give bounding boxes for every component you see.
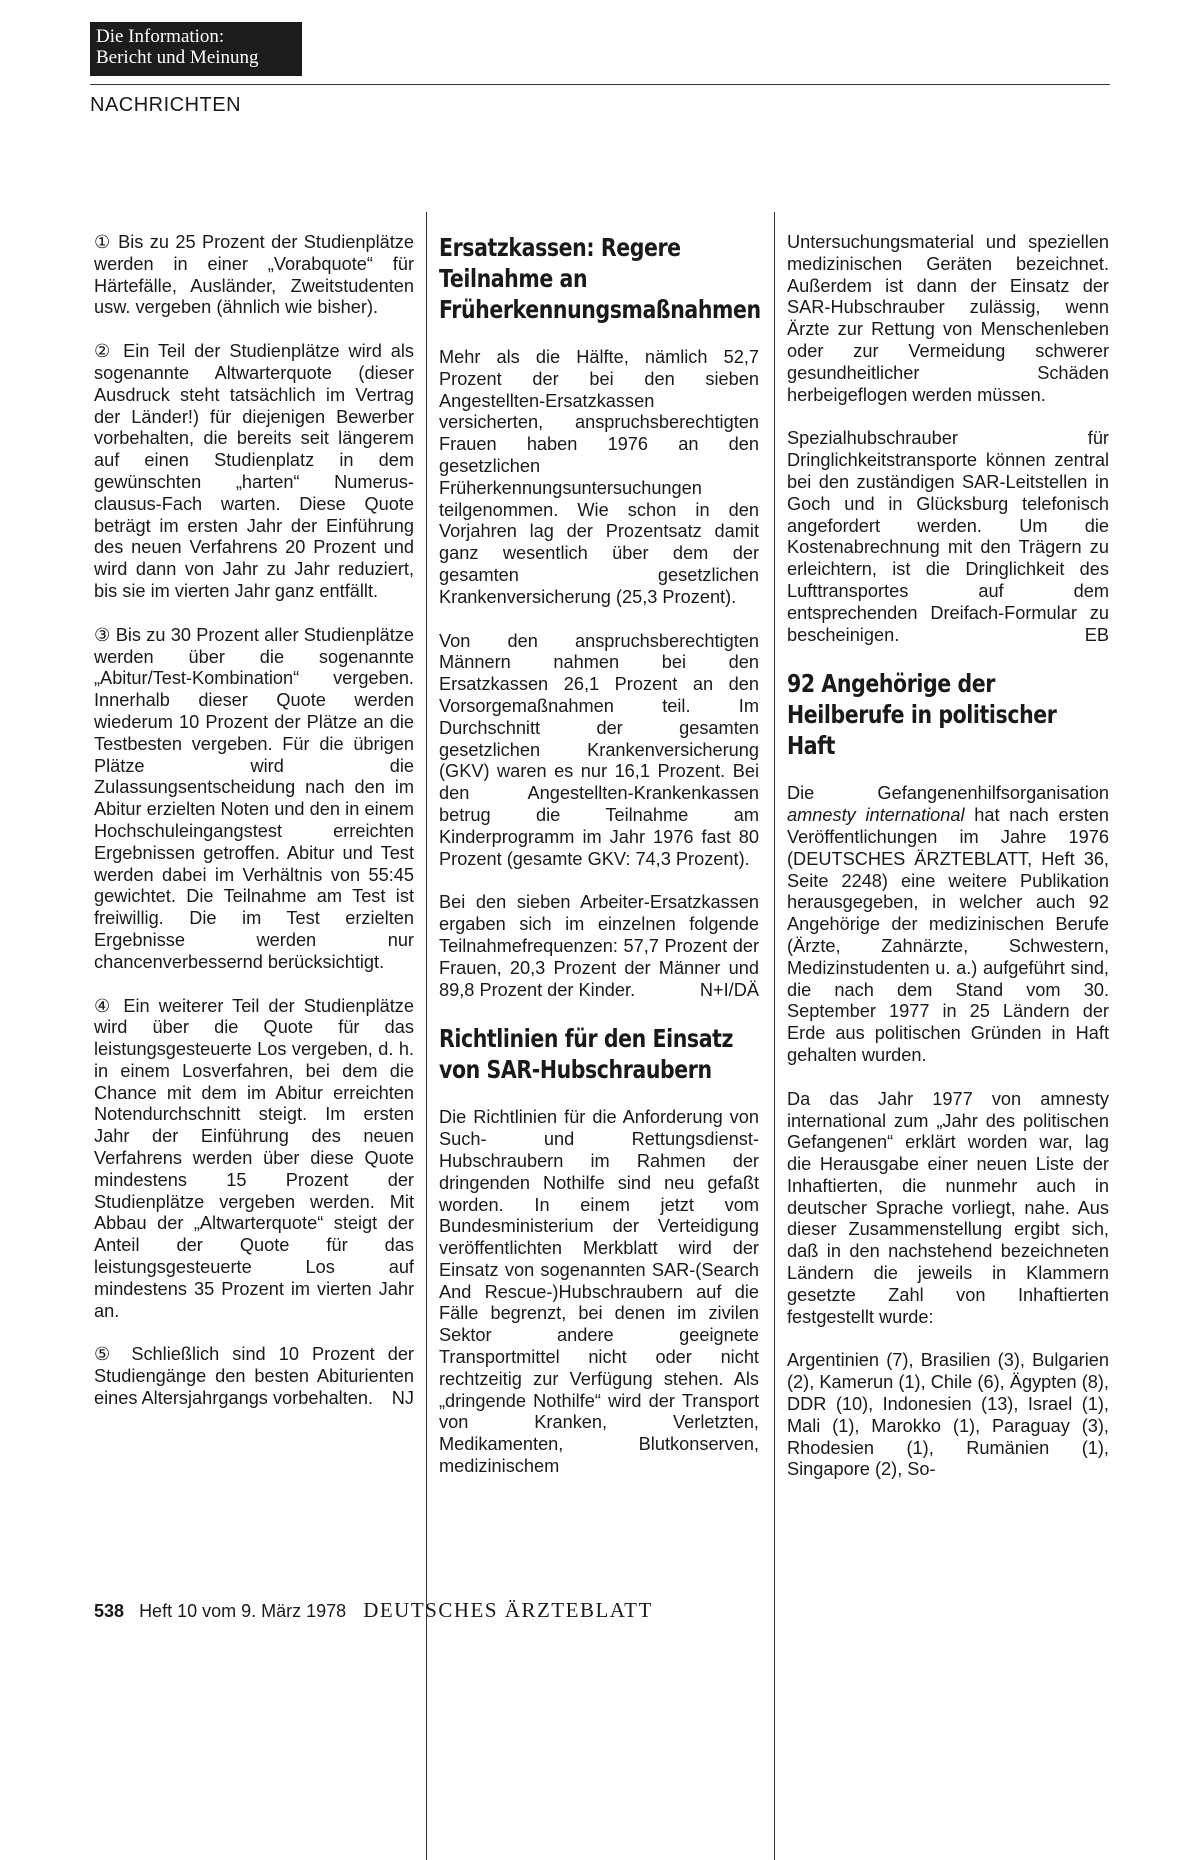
paragraph: Untersuchungsmaterial und speziellen medizinischen Geräten bezeichnet. Außerdem ist dann der Einsatz der SAR-Hubschrauber zulässig, wenn Ärzte zur Rettung von Menschenleben oder zur Vermeidung schwerer gesundheitlicher Schäden herbeigeflogen werden müssen. [787,232,1109,405]
column-divider-2 [774,212,775,1860]
issue-info: Heft 10 vom 9. März 1978 [139,1601,347,1621]
paragraph-text: Bei den sieben Arbeiter-Ersatzkassen ergaben sich im einzelnen folgende Teilnahmefrequenzen: 57,7 Prozent der Frauen, 20,3 Prozent der Männer und 89,8 Prozent der Kinder. [439,892,759,1000]
list-item-5-text: ⑤ Schließlich sind 10 Prozent der Studiengänge den besten Abiturienten eines Altersjahrgangs vorbehalten. [94,1344,414,1409]
paragraph: Argentinien (7), Brasilien (3), Bulgarien (2), Kamerun (1), Chile (6), Ägypten (8), DDR (10), Indonesien (13), Israel (1), Mali (1), Marokko (1), Paraguay (3), Rhodesien (1), Rumänien (1), Singapore (2), So- [787,1350,1109,1480]
paragraph [787,783,1109,1066]
page-footer [94,1598,653,1623]
list-item-1: ① Bis zu 25 Prozent der Studienplätze werden in einer „Vorabquote“ für Härtefälle, Ausländer, Zweitstudenten usw. vergeben (ähnlich wie bisher). [94,232,414,318]
paragraph: Von den anspruchsberechtigten Männern nahmen bei den Ersatzkassen 26,1 Prozent an den Vorsorgemaßnahmen teil. Im Durchschnitt der gesamten gesetzlichen Krankenversicherung (GKV) waren es nur 16,1 Prozent. Bei den Angestellten-Krankenkassen betrug die Teilnahme am Kinderprogramm im Jahr 1976 fast 80 Prozent (gesamte GKV: 74,3 Prozent). [439,630,759,869]
top-rule [90,84,1110,85]
column-1 [94,232,414,1432]
paragraph [787,428,1109,646]
author-signature: N+I/DÄ [699,979,759,1000]
list-item-5 [94,1344,414,1409]
section-label: NACHRICHTEN [90,94,242,116]
author-signature: EB [1084,624,1109,645]
paragraph [439,892,759,1001]
organization-name: amnesty international [787,805,965,826]
header-line-1: Die Information: [96,26,225,47]
article-heading-ersatzkassen: Ersatzkassen: Regere Teilnahme an Früherkennungsmaßnahmen [439,233,761,324]
list-item-3: ③ Bis zu 30 Prozent aller Studienplätze werden über die sogenannte „Abitur/Test-Kombination“ vergeben. Innerhalb dieser Quote werden wiederum 10 Prozent der Plätze an die Testbesten vergeben. Für die übrigen Plätze wird die Zulassungsentscheidung nach den im Abitur erzielten Noten und den in einem Hochschuleingangstest erreichten Ergebnissen getroffen. Abitur und Test werden dabei im Verhältnis von 55:45 gewichtet. Die Teilnahme am Test ist freiwillig. Die im Test erzielten Ergebnisse werden nur chancenverbessernd berücksichtigt. [94,624,414,972]
list-item-4: ④ Ein weiterer Teil der Studienplätze wird über die Quote für das leistungsgesteuerte Los vergeben, d. h. in einem Losverfahren, bei dem die Chance mit dem im Abitur erreichten Notendurchschnitt steigt. Im ersten Jahr der Einführung des neuen Verfahrens werden über diese Quote mindestens 15 Prozent der Studienplätze vergeben werden. Mit Abbau der „Altwarterquote“ steigt der Anteil der Quote für das leistungsgesteuerte Los auf mindestens 35 Prozent im vierten Jahr an. [94,995,414,1321]
column-3 [787,232,1109,1503]
paragraph: Da das Jahr 1977 von amnesty international zum „Jahr des politischen Gefangenen“ erklärt worden war, lag die Herausgabe einer neuen Liste der Inhaftierten, die nunmehr auch in deutscher Sprache vorliegt, nahe. Aus dieser Zusammenstellung ergibt sich, daß in den nachstehend bezeichneten Ländern die jeweils in Klammern gesetzte Zahl von Inhaftierten festgestellt wurde: [787,1088,1109,1327]
page-number: 538 [94,1601,125,1621]
journal-name: DEUTSCHES ÄRZTEBLATT [363,1598,653,1622]
paragraph-text: Spezialhubschrauber für Dringlichkeitstransporte können zentral bei den zuständigen SAR-Leitstellen in Goch und in Glücksburg telefonisch angefordert werden. Um die Kostenabrechnung mit den Trägern zu erleichtern, ist die Dringlichkeit des Lufttransportes auf dem entsprechenden Dreifach-Formular zu bescheinigen. [787,428,1109,645]
article-heading-haft: 92 Angehörige der Heilberufe in politischer Haft [787,669,1057,761]
author-signature: NJ [391,1388,414,1409]
section-header-box [90,22,302,76]
article-heading-sar: Richtlinien für den Einsatz von SAR-Hubschraubern [439,1024,734,1085]
header-line-2: Bericht und Meinung [96,47,259,68]
paragraph: Mehr als die Hälfte, nämlich 52,7 Prozent der bei den sieben Angestellten-Ersatzkassen versicherten, anspruchsberechtigten Frauen haben 1976 an den gesetzlichen Früherkennungsuntersuchungen teilgenommen. Wie schon in den Vorjahren lag der Prozentsatz damit ganz wesentlich über dem der gesamten gesetzlichen Krankenversicherung (25,3 Prozent). [439,347,759,607]
list-item-2: ② Ein Teil der Studienplätze wird als sogenannte Altwarterquote (dieser Ausdruck steht tatsächlich im Vertrag der Länder!) für diejenigen Bewerber vorbehalten, die bereits seit längerem auf einen Studienplatz in dem gewünschten „harten“ Numerus-clausus-Fach warten. Diese Quote beträgt im ersten Jahr der Einführung des neuen Verfahrens 20 Prozent und wird dann von Jahr zu Jahr reduziert, bis sie im vierten Jahr ganz entfällt. [94,341,414,601]
paragraph: Die Richtlinien für die Anforderung von Such- und Rettungsdienst-Hubschraubern im Rahmen der dringenden Nothilfe sind neu gefaßt worden. In einem jetzt vom Bundesministerium der Verteidigung veröffentlichten Merkblatt wird der Einsatz von sogenannten SAR-(Search And Rescue-)Hubschraubern auf die Fälle begrenzt, bei denen im zivilen Sektor andere geeignete Transportmittel nicht oder nicht rechtzeitig zur Verfügung stehen. Als „dringende Nothilfe“ wird der Transport von Kranken, Verletzten, Medikamenten, Blutkonserven, medizinischem [439,1107,759,1477]
column-2 [439,232,759,1500]
paragraph-text: Die Gefangenenhilfsorganisation [787,783,1109,804]
paragraph-text: hat nach ersten Veröffentlichungen im Jahre 1976 (DEUTSCHES ÄRZTEBLATT, Heft 36, Seite 2248) eine weitere Publikation herausgegeben, in welcher auch 92 Angehörige der medizinischen Berufe (Ärzte, Zahnärzte, Schwestern, Medizinstudenten u. a.) aufgeführt sind, die nach dem Stand vom 30. September 1977 in 25 Ländern der Erde aus politischen Gründen in Haft gehalten wurden. [787,805,1109,1065]
